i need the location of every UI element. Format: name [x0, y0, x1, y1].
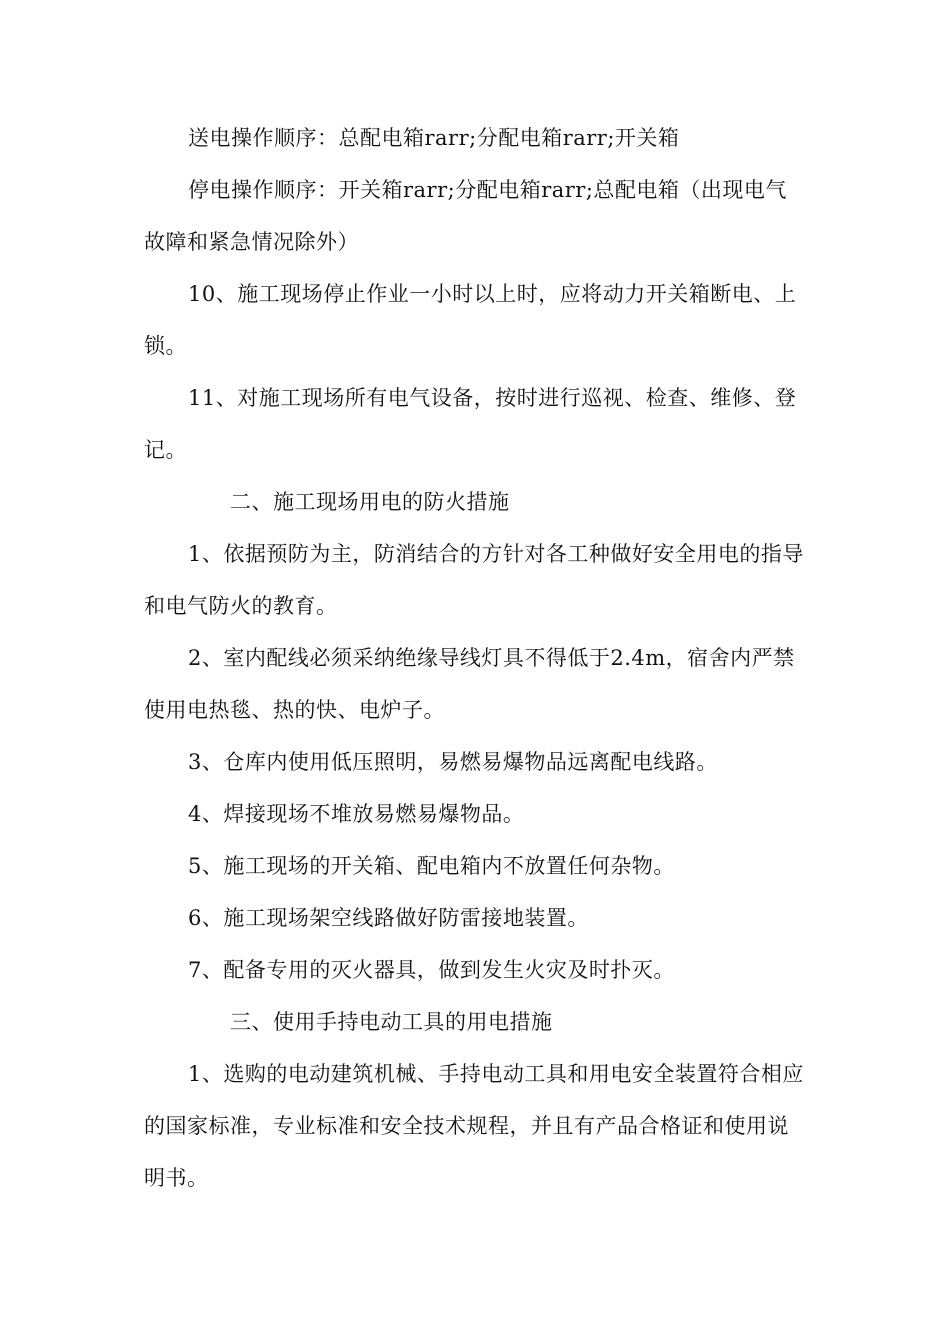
paragraph-fire-item-6: 6、施工现场架空线路做好防雷接地装置。 — [188, 906, 589, 930]
paragraph-fire-item-4: 4、焊接现场不堆放易燃易爆物品。 — [188, 802, 525, 826]
section-heading-fire-prevention: 二、施工现场用电的防火措施 — [230, 490, 510, 514]
paragraph-fire-item-1: 1、依据预防为主，防消结合的方针对各工种做好安全用电的指导和电气防火的教育。 — [144, 542, 804, 618]
paragraph-fire-item-2: 2、室内配线必须采纳绝缘导线灯具不得低于2.4m，宿舍内严禁使用电热毯、热的快、电炉子。 — [144, 646, 795, 722]
paragraph-item-10: 10、施工现场停止作业一小时以上时，应将动力开关箱断电、上锁。 — [144, 282, 797, 358]
paragraph-fire-item-5: 5、施工现场的开关箱、配电箱内不放置任何杂物。 — [188, 854, 675, 878]
paragraph-fire-item-3: 3、仓库内使用低压照明，易燃易爆物品远离配电线路。 — [188, 750, 718, 774]
paragraph-tools-item-1: 1、选购的电动建筑机械、手持电动工具和用电安全装置符合相应的国家标准，专业标准和安全技术规程，并且有产品合格证和使用说明书。 — [144, 1062, 804, 1190]
paragraph-fire-item-7: 7、配备专用的灭火器具，做到发生火灾及时扑灭。 — [188, 958, 675, 982]
paragraph-power-on-sequence: 送电操作顺序：总配电箱rarr;分配电箱rarr;开关箱 — [188, 126, 680, 150]
paragraph-power-off-sequence: 停电操作顺序：开关箱rarr;分配电箱rarr;总配电箱（出现电气故障和紧急情况除外） — [144, 178, 787, 254]
document-body — [144, 112, 808, 1204]
section-heading-hand-tools: 三、使用手持电动工具的用电措施 — [230, 1010, 553, 1034]
paragraph-item-11: 11、对施工现场所有电气设备，按时进行巡视、检查、维修、登记。 — [144, 386, 797, 462]
